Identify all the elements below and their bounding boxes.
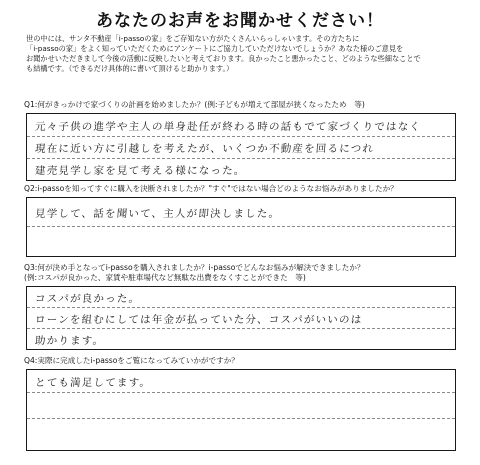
question-4-label: Q4:実際に完成したi-passoをご覧になってみていかがですか？ bbox=[24, 356, 239, 365]
ruled-line bbox=[27, 392, 455, 393]
answer-line: コスパが良かった。 bbox=[34, 293, 141, 305]
answer-line: 建売見学し家を見て考える様になった。 bbox=[34, 165, 246, 177]
answer-box-2 bbox=[26, 197, 456, 257]
intro-line: も結構です。（できるだけ具体的に書いて頂けると助かります。） bbox=[26, 64, 234, 73]
answer-box-1 bbox=[26, 113, 456, 181]
ruled-line bbox=[27, 307, 455, 308]
ruled-line bbox=[27, 418, 455, 419]
intro-line: 「i-passoの家」をよく知っていただくためにアンケートにご協力していただけないでしょうか？あなた様のご意見を bbox=[26, 44, 404, 53]
ruled-line bbox=[27, 328, 455, 329]
answer-line: 見学して、話を聞いて、主人が即決しました。 bbox=[34, 208, 281, 220]
answer-line: 現在に近い方に引越しを考えたが、いくつか不動産を回るにつれ bbox=[34, 143, 375, 155]
question-3-text: Q3:何が決め手となってi-passoを購入されましたか？i-passoでどんなお悩みが解決できましたか？ bbox=[24, 263, 365, 272]
answer-line: 助かります。 bbox=[34, 335, 105, 347]
question-2-label: Q2:i-passoを知ってすぐに購入を決断されましたか？"すぐ"ではない場合どのようなお悩みがありましたか？ bbox=[24, 184, 398, 193]
intro-line: 世の中には、サンタ不動産「i-passoの家」をご存知ない方がたくさんいらっしゃいます。その方たちに bbox=[26, 34, 360, 43]
answer-line: ローンを組むにしては年金が払っていた分、コスパがいいのは bbox=[34, 314, 363, 326]
answer-line: とても満足してます。 bbox=[34, 377, 152, 389]
ruled-line bbox=[27, 158, 455, 159]
ruled-line bbox=[27, 136, 455, 137]
page-title: あなたのお声をお聞かせください！ bbox=[96, 11, 384, 31]
answer-box-3 bbox=[26, 286, 456, 350]
intro-text bbox=[26, 34, 456, 74]
question-3-label bbox=[24, 263, 365, 283]
answer-box-4 bbox=[26, 369, 456, 451]
question-3-example: (例:コスパが良かった、家賃や駐車場代など無駄な出費をなくすことができた 等) bbox=[24, 273, 306, 282]
question-1-label: Q1:何がきっかけで家づくりの計画を始めましたか？(例:子どもが増えて部屋が狭くなったため 等) bbox=[24, 100, 365, 109]
answer-line: 元々子供の進学や主人の単身赴任が終わる時の話もでて家づくりではなく bbox=[34, 121, 422, 133]
intro-line: お聞かせいただきまして今後の活動に反映したいと考えております。良かったこと悪かったこと、どのような些細なことで bbox=[26, 54, 421, 63]
ruled-line bbox=[27, 226, 455, 227]
